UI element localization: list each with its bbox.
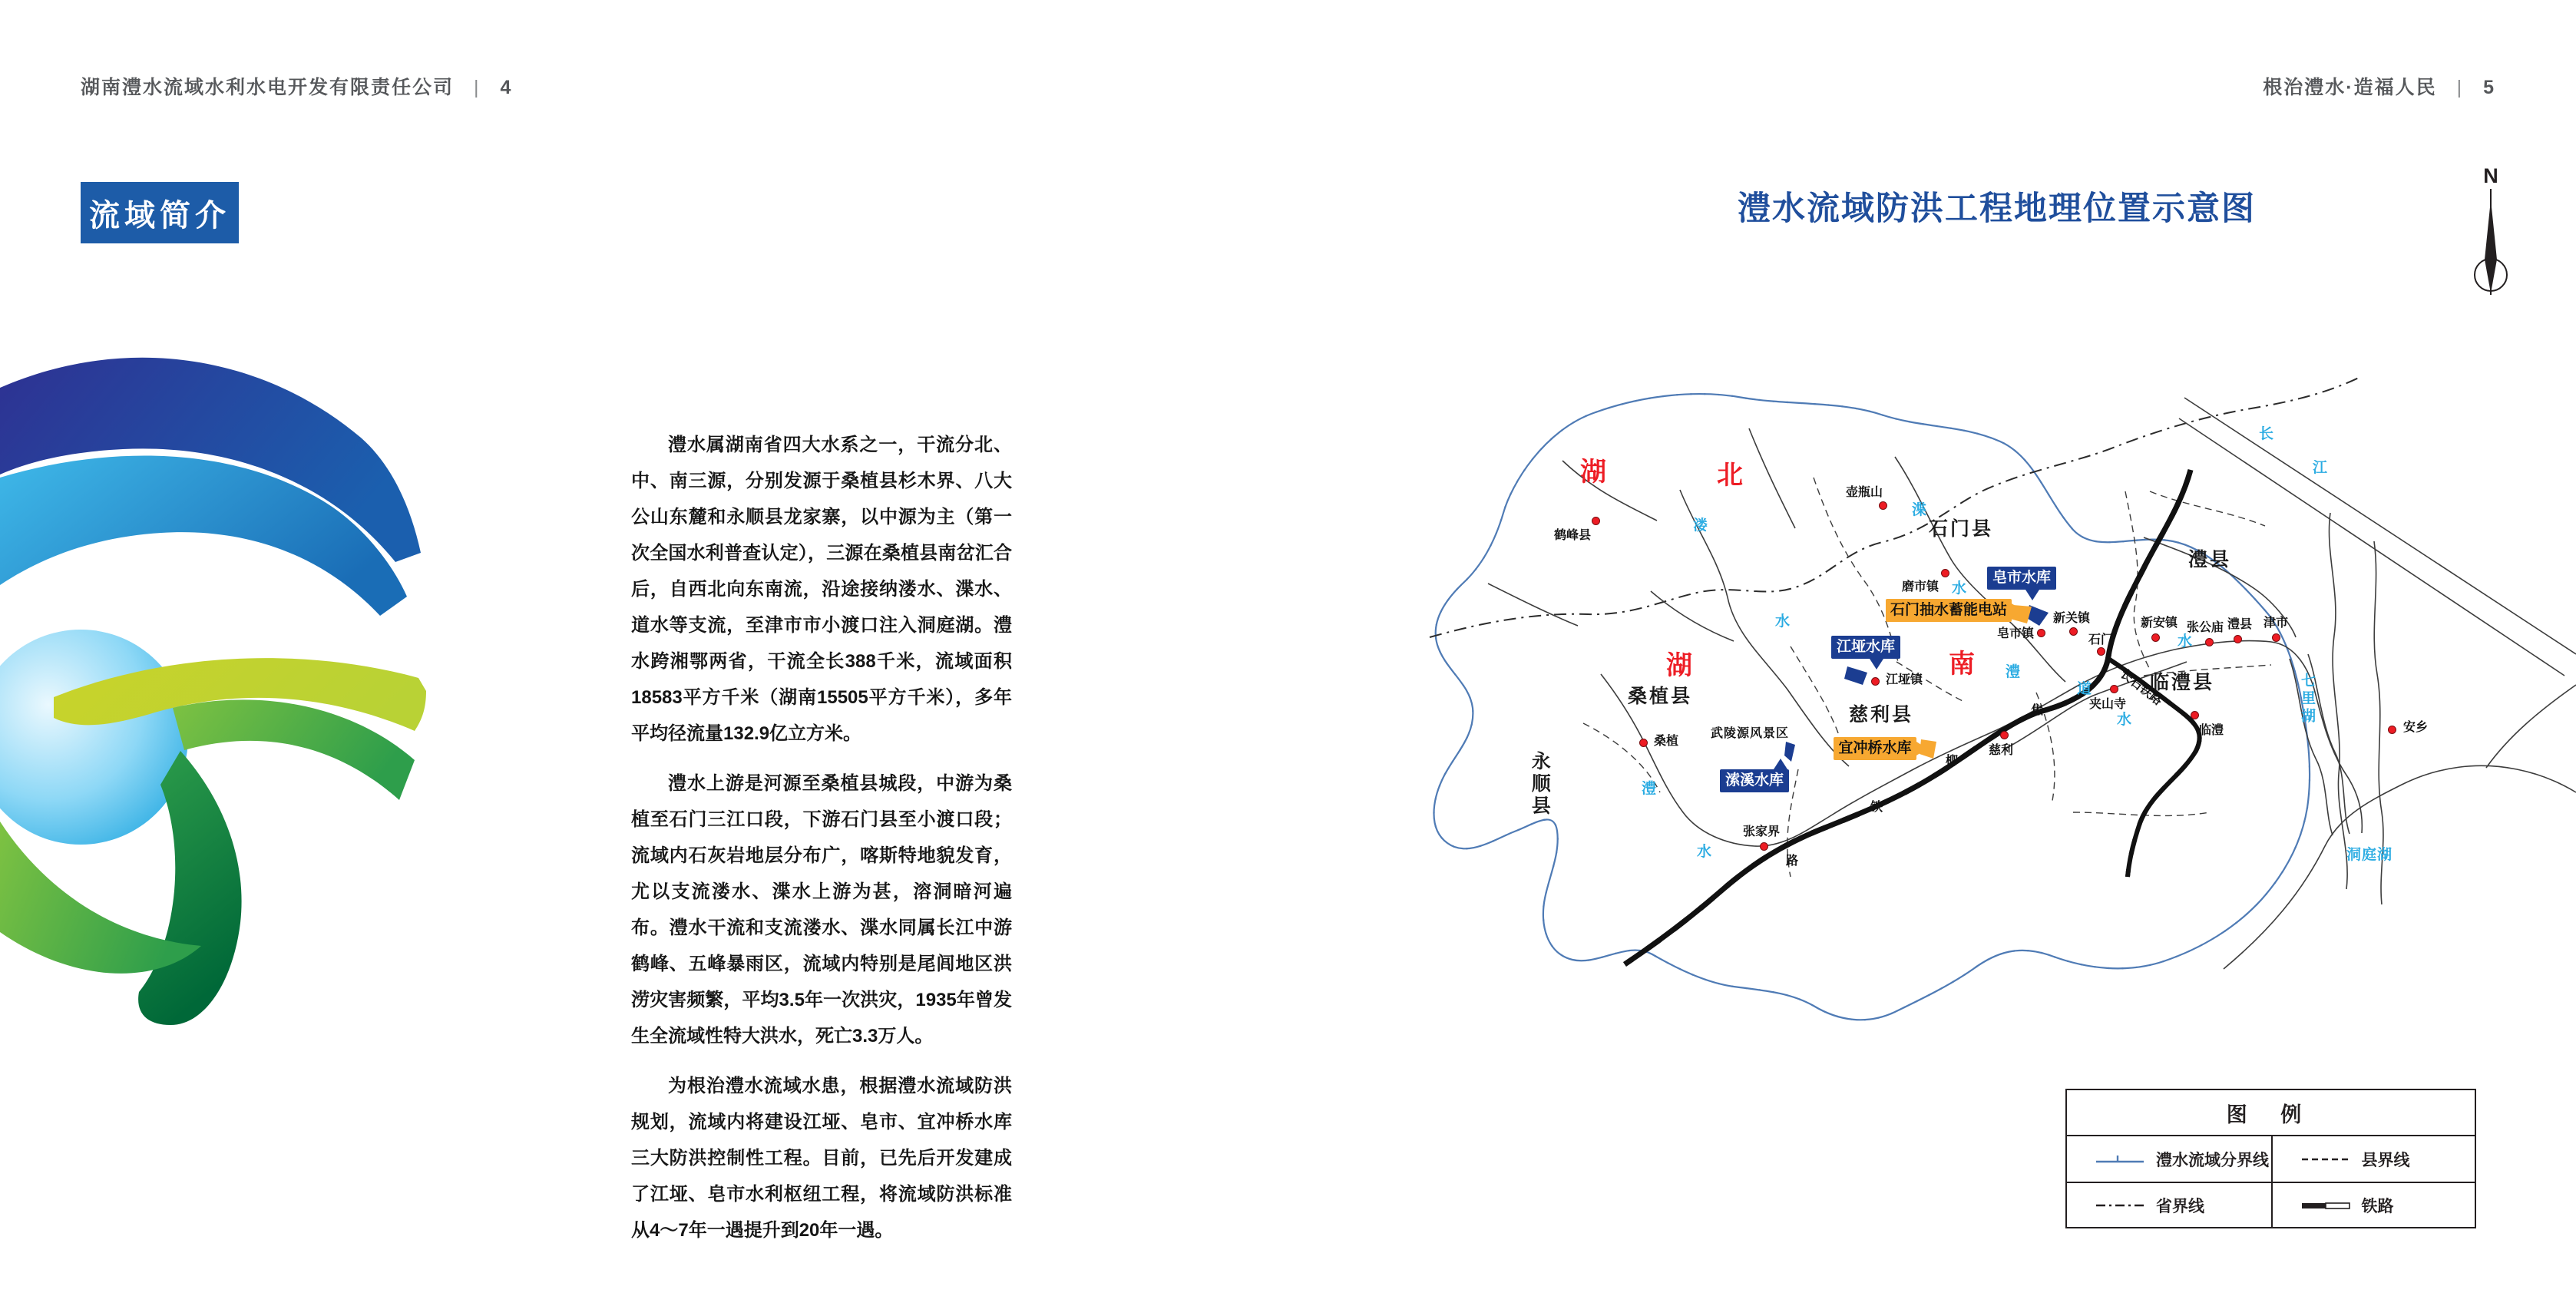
legend-item-county-boundary (2271, 1136, 2475, 1182)
map-label-prov: 南 (1949, 650, 1976, 679)
legend-label: 县界线 (2361, 1151, 2410, 1169)
railway-line-icon (2300, 1199, 2351, 1212)
reservoir-callout: 江垭水库 (1831, 636, 1900, 659)
town-label: 张公庙 (2187, 621, 2224, 634)
map-legend (2065, 1089, 2476, 1228)
map-label-county: 慈利县 (1849, 704, 1914, 726)
legend-label: 省界线 (2156, 1197, 2204, 1215)
company-name: 湖南澧水流域水利水电开发有限责任公司 (81, 77, 455, 98)
map-label-lake: 七里湖 (2298, 673, 2315, 726)
map-label-lake: 洞庭湖 (2346, 847, 2393, 863)
paragraph-2: 澧水上游是河源至桑植县城段，中游为桑植至石门三江口段，下游石门县至小渡口段；流域内石灰岩地层分布广，喀斯特地貌发育，尤以支流溇水、渫水上游为甚，溶洞暗河遍布。澧水干流和支流溇水、渫水同属长江中游鹤峰、五峰暴雨区，流域内特别是尾闾地区洪涝灾害频繁，平均3.5年一次洪灾，1935年曾发生全流域性特大洪水，死亡3.3万人。 (631, 773, 1012, 1046)
province-boundary-line-icon (2095, 1199, 2145, 1212)
county-boundary-line-icon (2300, 1153, 2351, 1165)
paragraph-1: 澧水属湖南省四大水系之一，干流分北、中、南三源，分别发源于桑植县杉木界、八大公山东麓和永顺县龙家寨，以中源为主（第一次全国水利普查认定），三源在桑植县南岔汇合后，自西北向东南流，沿途接纳溇水、渫水、道水等支流，至津市市小渡口注入洞庭湖。澧水跨湘鄂两省，干流全长388千米，流域面积18583平方千米（湖南15505平方千米），多年平均径流量132.9亿立方米。 (631, 435, 1012, 744)
town-label: 江垭镇 (1886, 673, 1923, 686)
map-label-county: 永顺县 (1529, 751, 1551, 818)
legend-label: 铁路 (2361, 1197, 2394, 1215)
town-label: 夹山寺 (2089, 698, 2127, 711)
map-label-river: 溇 (1693, 517, 1708, 534)
town-label: 磨市镇 (1902, 580, 1939, 593)
map-label-river: 水 (1697, 844, 1712, 860)
compass-n-label: N (2483, 164, 2498, 187)
header-divider: | (2456, 77, 2464, 98)
map-label-poi: 武陵源风景区 (1711, 727, 1790, 740)
town-label: 张家界 (1743, 825, 1781, 838)
map-label-river: 长 (2259, 426, 2274, 442)
basin-boundary-line-icon (2095, 1153, 2145, 1165)
town-label: 新关镇 (2053, 612, 2091, 625)
map-label-prov: 北 (1717, 461, 1744, 490)
header-divider: | (474, 77, 481, 98)
map-label-prov: 湖 (1580, 458, 1608, 487)
town-label: 桑植 (1654, 735, 1679, 748)
map-label-county: 桑植县 (1628, 686, 1693, 707)
section-title-badge: 流域简介 (81, 182, 239, 243)
map-label-river: 水 (2178, 633, 2193, 650)
map-label-county: 石门县 (1929, 518, 1994, 540)
map-label-rail: 柳 (1946, 755, 1959, 768)
reservoir-callout: 石门抽水蓄能电站 (1886, 599, 2012, 622)
map-label-river: 水 (1775, 613, 1791, 630)
slogan: 根治澧水·造福人民 (2263, 77, 2437, 98)
map-label-county: 临澧县 (2150, 672, 2215, 693)
town-label: 石门 (2088, 633, 2114, 646)
legend-item-railway (2271, 1182, 2475, 1227)
paragraph-3: 为根治澧水流域水患，根据澧水流域防洪规划，流域内将建设江垭、皂市、宜冲桥水库三大防洪控制性工程。目前，已先后开发建成了江垭、皂市水利枢纽工程，将流域防洪标准从4～7年一遇提升到20年一遇。 (631, 1076, 1012, 1241)
map-label-river: 渫 (1912, 502, 1927, 518)
map-label-county: 澧县 (2188, 549, 2232, 570)
reservoir-callout: 皂市水库 (1987, 567, 2056, 590)
map-label-rail: 路 (1786, 855, 1799, 868)
map-label-prov: 湖 (1666, 651, 1694, 680)
map-label-rail: 焦 (2031, 704, 2044, 717)
town-label: 临澧 (2199, 724, 2224, 737)
right-page-number: 5 (2483, 77, 2495, 98)
town-label: 安乡 (2403, 721, 2429, 734)
reservoir-callout: 溹溪水库 (1720, 769, 1789, 792)
legend-item-province-boundary (2067, 1182, 2271, 1227)
map-label-river: 道 (2077, 681, 2092, 697)
town-label: 新安镇 (2141, 617, 2178, 630)
town-label: 慈利 (1989, 744, 2014, 757)
town-label: 澧县 (2227, 618, 2253, 631)
town-label: 津市 (2264, 617, 2289, 630)
reservoir-callout: 宜冲桥水库 (1834, 737, 1916, 760)
map-label-rail: 长石铁路 (2118, 667, 2165, 709)
map-label-river: 江 (2313, 460, 2328, 476)
map-label-rail: 铁 (1870, 801, 1883, 814)
legend-item-basin-boundary (2067, 1136, 2271, 1182)
map-label-river: 澧 (1642, 781, 1657, 797)
legend-title: 图 例 (2067, 1090, 2475, 1136)
left-page-number: 4 (500, 77, 513, 98)
legend-label: 澧水流域分界线 (2156, 1151, 2269, 1169)
map-label-river: 澧 (2006, 664, 2021, 680)
map-title: 澧水流域防洪工程地理位置示意图 (1738, 190, 2256, 227)
town-label: 皂市镇 (1997, 627, 2035, 640)
map-label-river: 水 (1952, 580, 1967, 597)
map-label-river: 水 (2117, 712, 2132, 728)
town-label: 壶瓶山 (1846, 486, 1883, 499)
town-label: 鹤峰县 (1554, 529, 1592, 542)
